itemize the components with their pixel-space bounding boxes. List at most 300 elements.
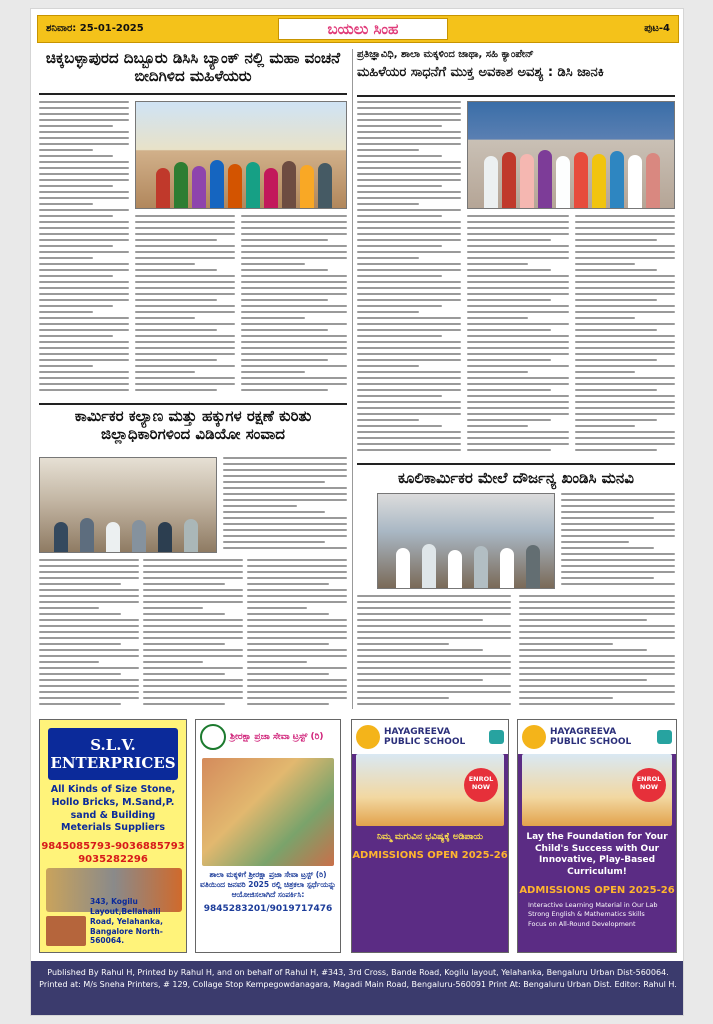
text-line [357,655,511,657]
text-line [247,703,329,705]
text-line [467,431,569,433]
text-line [467,299,551,301]
text-line [519,637,675,639]
text-line [39,113,129,115]
text-line [561,583,675,585]
article-1-body-col-1 [39,101,129,397]
divider [39,93,347,95]
text-line [39,269,129,271]
text-line [357,607,511,609]
text-line [135,233,235,235]
divider [357,463,675,465]
text-line [39,125,113,127]
text-line [247,649,347,651]
article-1-photo [135,101,347,209]
ad-slv-enterprices [39,719,187,953]
issue-date: ಶನಿವಾರ: 25-01-2025 [46,23,144,34]
text-line [357,209,461,211]
text-line [39,101,129,103]
text-line [357,305,442,307]
text-line [223,523,347,525]
text-line [519,691,675,693]
text-line [357,287,461,289]
text-line [357,179,461,181]
text-line [467,275,569,277]
text-line [241,365,347,367]
text-line [143,571,243,573]
text-line [467,329,551,331]
text-line [575,443,675,445]
ad-trust-text: ಶಾಲಾ ಮಕ್ಕಳಿಗೆ ಶ್ರೀರಕ್ಷಾ ಪ್ರಜಾ ಸೇವಾ ಟ್ರಸ್ಟ್ (ರಿ) ವತಿಯಿಂದ ಜನವರಿ 2025 ರಲ್ಲಿ ಚಿತ್ರಕಲಾ ಸ್ಪರ್ಧೆಯನ್ನು ಆಯೋಜಿಸಲಾಗಿದೆ ಸಂಪರ್ಕಿಸಿ: [200,870,336,900]
text-line [39,365,93,367]
text-line [39,257,93,259]
text-line [467,305,569,307]
article-1-body-col-3 [241,215,347,397]
page-number: ಪುಟ-4 [644,23,670,34]
ad-school-2-features [518,897,676,929]
text-line [467,215,569,217]
text-line [39,631,139,633]
text-line [39,589,139,591]
text-line [241,275,347,277]
text-line [143,601,243,603]
text-line [467,221,569,223]
text-line [39,619,139,621]
text-line [143,637,243,639]
text-line [357,125,442,127]
text-line [357,263,461,265]
text-line [357,703,511,705]
newspaper-title: ಬಯಲು ಸಿಂಹ [278,18,448,40]
text-line [357,329,461,331]
text-line [519,679,647,681]
text-line [357,661,511,663]
text-line [575,449,657,451]
article-4-photo [377,493,555,589]
text-line [39,625,139,627]
text-line [143,577,243,579]
text-line [575,419,657,421]
text-line [39,143,129,145]
text-line [519,649,647,651]
text-line [357,673,511,675]
text-line [357,431,461,433]
text-line [241,317,305,319]
text-line [39,149,93,151]
text-line [39,341,129,343]
text-line [39,275,113,277]
text-line [39,311,93,313]
text-line [223,475,347,477]
text-line [135,263,195,265]
ad-trust [195,719,341,953]
text-line [39,161,129,163]
text-line [467,263,528,265]
ad-school-2-photo [522,754,672,826]
text-line [143,691,243,693]
ad-slv-phone-1: 9845085793-9036885793 [41,841,185,853]
text-line [467,365,569,367]
text-line [357,679,483,681]
text-line [575,293,675,295]
text-line [357,353,461,355]
text-line [39,251,129,253]
newspaper-page [30,8,684,1016]
text-line [39,613,121,615]
text-line [575,257,675,259]
text-line [135,293,235,295]
text-line [575,299,657,301]
text-line [135,371,195,373]
text-line [467,245,569,247]
text-line [467,335,569,337]
text-line [575,287,675,289]
trust-logo-icon [200,724,226,750]
text-line [357,245,442,247]
text-line [357,389,461,391]
text-line [223,493,347,495]
article-4-body-col-2 [519,595,675,709]
ad-school-1-photo [356,754,504,826]
text-line [39,371,129,373]
text-line [241,239,328,241]
divider [357,95,675,97]
text-line [223,481,325,483]
text-line [467,371,528,373]
text-line [39,389,129,391]
text-line [39,299,129,301]
text-line [467,401,569,403]
text-line [241,359,328,361]
text-line [247,685,347,687]
text-line [39,353,129,355]
text-line [135,347,235,349]
text-line [519,595,675,597]
text-line [135,251,235,253]
text-line [39,691,139,693]
text-line [135,353,235,355]
text-line [143,583,225,585]
text-line [247,559,347,561]
article-4-body-col-1 [357,595,511,709]
text-line [241,257,347,259]
text-line [561,571,675,573]
feature-item: Focus on All-Round Development [528,919,636,928]
text-line [223,529,347,531]
text-line [467,233,569,235]
text-line [241,305,347,307]
imprint-footer [31,961,684,1016]
text-line [575,281,675,283]
text-line [39,185,113,187]
text-line [247,589,347,591]
article-2-body-col-3 [575,215,675,457]
text-line [241,371,305,373]
text-line [357,443,461,445]
text-line [135,227,235,229]
text-line [39,191,129,193]
text-line [575,383,675,385]
text-line [39,383,129,385]
text-line [357,359,461,361]
text-line [247,679,347,681]
article-3-body-col-3 [247,559,347,709]
text-line [357,173,461,175]
text-line [467,437,569,439]
text-line [223,547,347,549]
feature-item: Interactive Learning Material in Our Lab [528,900,658,909]
text-line [143,613,225,615]
text-line [357,203,419,205]
text-line [357,401,461,403]
text-line [357,317,461,319]
text-line [223,535,347,537]
text-line [575,305,675,307]
text-line [357,269,461,271]
text-line [467,443,569,445]
text-line [519,619,647,621]
text-line [467,257,569,259]
text-line [467,383,569,385]
text-line [575,215,675,217]
text-line [467,341,569,343]
text-line [241,281,347,283]
text-line [241,287,347,289]
text-line [575,221,675,223]
text-line [143,589,243,591]
text-line [357,413,461,415]
text-line [39,167,129,169]
text-line [575,425,635,427]
text-line [575,431,675,433]
text-line [357,251,461,253]
text-line [575,407,675,409]
text-line [39,137,129,139]
text-line [135,275,235,277]
text-line [575,389,657,391]
ad-slv-title: S.L.V. ENTERPRICES [48,728,178,780]
text-line [247,625,347,627]
text-line [357,449,461,451]
text-line [39,329,129,331]
text-line [561,565,675,567]
text-line [575,317,635,319]
text-line [247,607,307,609]
text-line [135,389,217,391]
text-line [575,275,675,277]
article-3-body-col-1 [39,559,139,709]
text-line [39,107,129,109]
text-line [357,107,461,109]
text-line [519,661,675,663]
text-line [241,335,347,337]
school-logo-icon [522,725,546,749]
text-line [357,275,442,277]
text-line [143,643,225,645]
text-line [39,215,113,217]
text-line [39,347,129,349]
text-line [39,679,139,681]
text-line [247,643,329,645]
text-line [575,329,657,331]
text-line [135,215,235,217]
feature-item: Strong English & Mathematics Skills [528,910,645,919]
text-line [357,395,442,397]
text-line [519,703,675,705]
text-line [143,655,243,657]
text-line [135,287,235,289]
text-line [143,631,243,633]
text-line [241,311,347,313]
text-line [241,353,347,355]
text-line [357,631,511,633]
text-line [467,323,569,325]
text-line [519,607,675,609]
text-line [143,565,243,567]
text-line [143,559,243,561]
text-line [241,221,347,223]
text-line [357,239,461,241]
text-line [39,377,129,379]
enrol-now-badge: ENROL NOW [464,768,498,802]
text-line [39,601,139,603]
ad-school-2-name: HAYAGREEVA PUBLIC SCHOOL [550,727,632,747]
article-2-headline: ಮಹಿಳೆಯರ ಸಾಧನೆಗೆ ಮುಕ್ತ ಅವಕಾಶ ಅವಶ್ಯ : ಡಿಸಿ ಜಾನಕಿ [357,65,604,80]
text-line [561,577,654,579]
text-line [467,293,569,295]
text-line [135,269,217,271]
text-line [357,347,461,349]
text-line [467,377,569,379]
text-line [143,625,243,627]
text-line [39,661,99,663]
text-line [357,685,511,687]
house-icon [46,916,86,946]
text-line [357,625,511,627]
text-line [575,251,675,253]
ad-slv-address: 343, Kogilu Layout,Bellahalli Road, Yelahanka, Bangalore North-560064. [90,897,163,946]
text-line [241,341,347,343]
text-line [357,697,449,699]
text-line [223,505,297,507]
text-line [247,583,329,585]
imprint-line-2: Printed at: M/s Sneha Printers, # 129, Collage Stop Kempegowdanagara, Magadi Main Road, Bengaluru-560091 Print At: Bengaluru Urban Dist. Editor: Rahul H. [39,979,677,989]
ad-school-english [517,719,677,953]
text-line [39,637,139,639]
text-line [39,685,139,687]
text-line [39,655,139,657]
text-line [39,583,121,585]
text-line [357,377,461,379]
text-line [467,413,569,415]
text-line [561,535,675,537]
text-line [467,395,569,397]
text-line [135,317,195,319]
text-line [247,565,347,567]
text-line [561,517,654,519]
text-line [39,287,129,289]
text-line [357,691,511,693]
text-line [575,227,675,229]
text-line [575,401,675,403]
text-line [241,323,347,325]
text-line [39,131,129,133]
text-line [143,703,225,705]
ad-school-1-admissions: ADMISSIONS OPEN 2025-26 [352,849,508,861]
text-line [223,463,347,465]
text-line [357,101,461,103]
article-2-photo [467,101,675,209]
text-line [247,667,347,669]
text-line [39,197,129,199]
text-line [39,359,129,361]
text-line [561,529,675,531]
text-line [241,383,347,385]
text-line [575,233,675,235]
text-line [241,377,347,379]
text-line [223,541,325,543]
text-line [575,239,657,241]
text-line [135,329,217,331]
text-line [241,215,347,217]
article-2-kicker: ಪ್ರತಿಜ್ಞಾವಿಧಿ, ಶಾಲಾ ಮಕ್ಕಳಿಂದ ಜಾಥಾ, ಸಹಿ ಕ್ಯಾಂಪೇನ್ [357,49,534,60]
text-line [467,449,551,451]
text-line [575,359,657,361]
text-line [39,565,139,567]
text-line [357,113,461,115]
text-line [143,607,203,609]
text-line [39,577,139,579]
text-line [357,281,461,283]
text-line [39,571,139,573]
text-line [357,425,442,427]
text-line [241,233,347,235]
text-line [357,365,419,367]
text-line [357,119,461,121]
text-line [467,287,569,289]
text-line [575,323,675,325]
text-line [561,499,675,501]
text-line [39,227,129,229]
text-line [519,667,675,669]
text-line [467,251,569,253]
text-line [519,673,675,675]
text-line [241,245,347,247]
text-line [357,419,419,421]
text-line [39,697,139,699]
text-line [357,215,442,217]
text-line [39,703,121,705]
article-4-body-col-0 [561,493,675,589]
text-line [39,245,113,247]
text-line [467,359,551,361]
text-line [39,323,129,325]
text-line [575,395,675,397]
text-line [39,281,129,283]
text-line [575,347,675,349]
text-line [247,577,347,579]
text-line [357,335,442,337]
text-line [467,389,551,391]
text-line [135,281,235,283]
text-line [357,437,461,439]
text-line [357,143,461,145]
text-line [247,613,329,615]
text-line [135,245,235,247]
text-line [39,179,129,181]
text-line [39,293,129,295]
text-line [357,649,483,651]
